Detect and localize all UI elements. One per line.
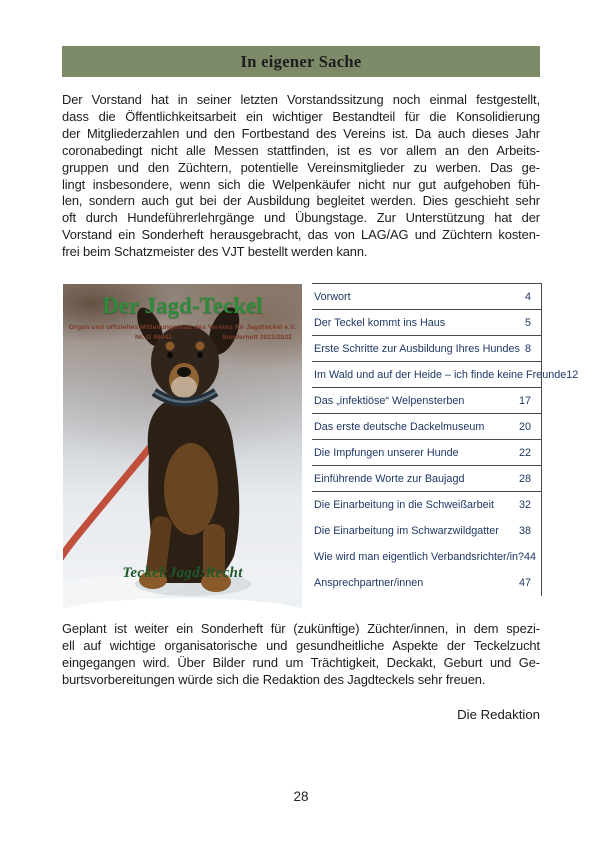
toc-entry-label: Der Teckel kommt ins Haus <box>314 316 446 329</box>
toc-row <box>312 544 541 570</box>
toc-entry-page: 38 <box>518 525 531 537</box>
text-line: lingt insbesondere, wenn sich die Welpenkäufer nicht nur gut aufgehoben füh- <box>62 176 540 192</box>
toc-entry-page: 5 <box>524 316 531 329</box>
toc-entry-page: 8 <box>524 342 531 355</box>
section-title: In eigener Sache <box>240 51 362 71</box>
toc-entry-label: Vorwort <box>314 290 351 303</box>
toc-entry-label: Die Impfungen unserer Hunde <box>314 446 459 459</box>
text-line: eingegangen wird. Über Bilder rund um Trächtigkeit, Deckakt, Geburt und Ge- <box>62 654 540 670</box>
toc-row <box>312 414 541 440</box>
text-line: coronabedingt nicht alle Messen stattfinden, ist es vor allem an den Arbeits- <box>62 142 540 158</box>
toc-row <box>312 518 541 544</box>
text-line: gruppen und den Züchtern, potentielle Vereinsmitglieder zu werben. Das ge- <box>62 159 540 175</box>
toc-entry-page: 12 <box>566 368 579 381</box>
toc-entry-page: 17 <box>518 394 531 407</box>
signature: Die Redaktion <box>457 707 540 722</box>
toc-entry-page: 22 <box>518 446 531 459</box>
toc-row <box>312 466 541 492</box>
toc-row <box>312 310 541 336</box>
text-line: Geplant ist weiter ein Sonderheft für (zukünftige) Züchter/innen, in dem spezi- <box>62 621 540 636</box>
page-number: 28 <box>293 789 309 804</box>
toc-row <box>312 284 541 310</box>
text-line: Vorstand ein Sonderheft herausgebracht, das von LAG/AG und Züchtern kosten- <box>62 227 540 243</box>
toc-entry-label: Die Einarbeitung in die Schweißarbeit <box>314 499 495 511</box>
text-line: frei beim Schatzmeister des VJT bestellt werden kann. <box>62 244 368 260</box>
text-line: Der Vorstand hat in seiner letzten Vorstandssitzung noch einmal festgestellt, <box>62 92 540 107</box>
section-header-bar <box>62 46 540 77</box>
toc-entry-label: Ansprechpartner/innen <box>314 577 424 589</box>
cover-motto: Teckel:Jagd:Recht <box>122 565 243 581</box>
toc-entry-label: Das erste deutsche Dackelmuseum <box>314 420 485 433</box>
toc-row <box>312 388 541 414</box>
toc-entry-page: 44 <box>524 551 537 563</box>
text-line: oft durch Hundeführerlehrgänge und Übungstage. Zur Unterstützung hat der <box>62 210 540 226</box>
toc-row <box>312 362 579 388</box>
toc-entry-page: 4 <box>524 290 531 303</box>
closing-paragraph <box>62 621 540 689</box>
toc-entry-page: 32 <box>518 499 531 511</box>
cover-issue-row <box>63 334 302 341</box>
text-line: der Mitgliederzahlen und den Fortbestand des Vereins ist. Da auch dieses Jahr <box>62 125 540 141</box>
table-of-contents <box>312 283 579 596</box>
toc-entry-page: 47 <box>518 577 531 589</box>
toc-row <box>312 440 541 466</box>
cover-issue-name: Sonderheft 2021/2022 <box>222 334 292 341</box>
toc-entry-label: Die Einarbeitung im Schwarzwildgatter <box>314 525 499 537</box>
intro-paragraph <box>62 92 540 261</box>
cover-issue-number: Nr. G 46042 <box>135 334 173 341</box>
text-line: dass die Öffentlichkeitsarbeit ein wichtiger Bestandteil für die Konsolidierung <box>62 108 540 124</box>
toc-row <box>312 570 541 596</box>
toc-entry-label: Im Wald und auf der Heide – ich finde keine Freunde <box>314 368 567 381</box>
text-line: burtsvorbereitungen würde sich die Redaktion des Jagdteckels sehr freuen. <box>62 671 486 687</box>
toc-entry-label: Erste Schritte zur Ausbildung Ihres Hundes <box>314 342 520 355</box>
text-line: len, sondern auch gut bei der Ausbildung begleitet werden. Dies geschieht sehr <box>62 193 540 209</box>
toc-row <box>312 492 541 518</box>
cover-title: Der Jagd-Teckel <box>102 293 263 318</box>
cover-subtitle: Organ und offizielles Mitteilungsblatt des Vereins für Jagdteckel e.V. <box>68 324 297 331</box>
toc-entry-page: 20 <box>518 420 531 433</box>
toc-entry-label: Das „infektiöse“ Welpensterben <box>314 394 465 407</box>
toc-row <box>312 336 541 362</box>
text-line: ell auf wichtige organisatorische und gesundheitliche Aspekte der Teckelzucht <box>62 637 540 653</box>
toc-entry-page: 28 <box>518 472 531 485</box>
magazine-cover <box>63 284 302 618</box>
toc-entry-label: Wie wird man eigentlich Verbandsrichter/in? <box>314 551 525 563</box>
toc-entry-label: Einführende Worte zur Baujagd <box>314 472 465 485</box>
